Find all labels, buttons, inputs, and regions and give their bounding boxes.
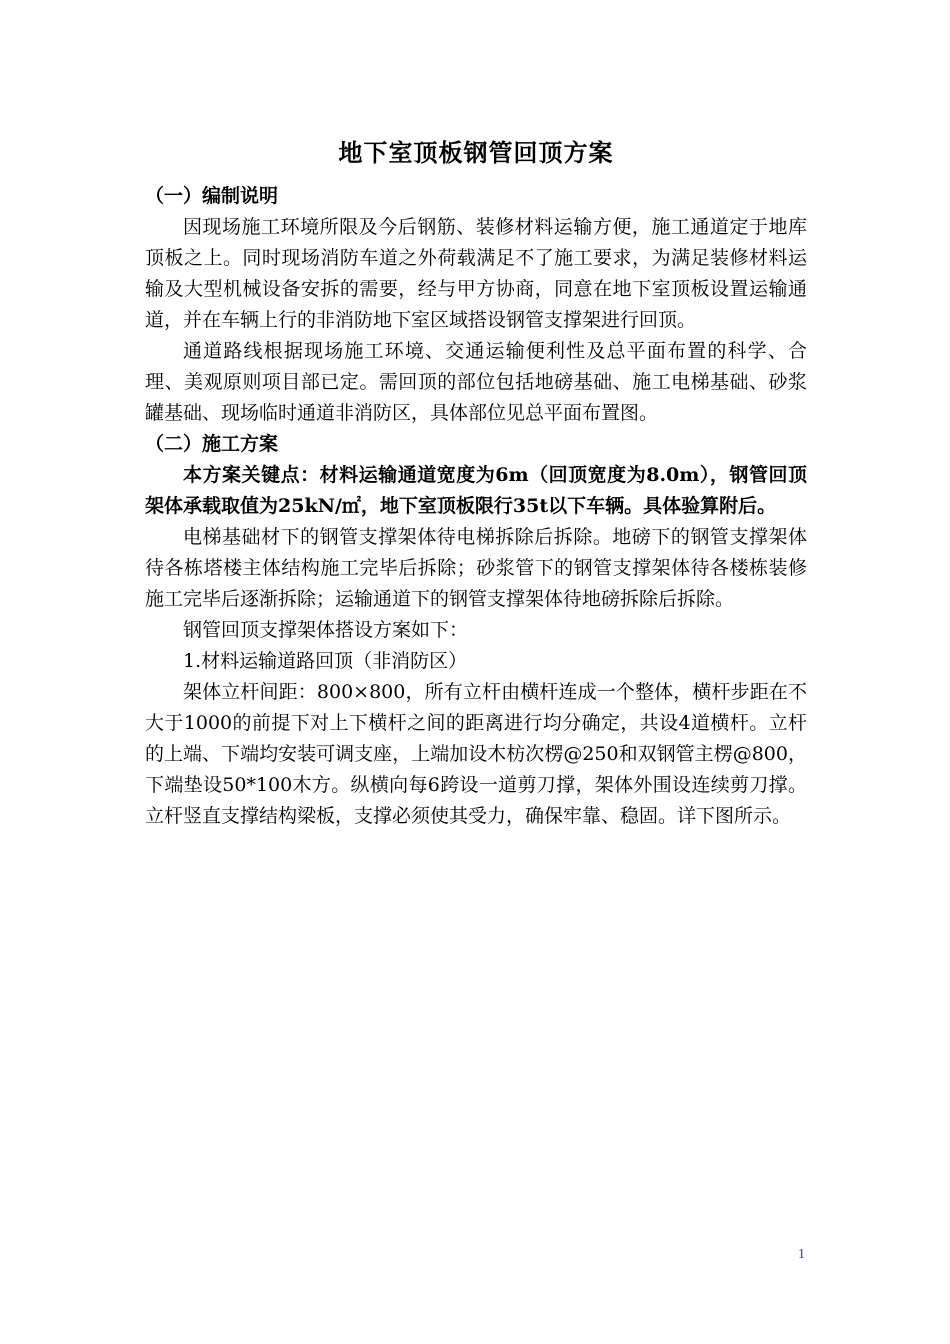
paragraph: 因现场施工环境所限及今后钢筋、装修材料运输方便，施工通道定于地库顶板之上。同时现场消防车道之外荷载满足不了施工要求，为满足装修材料运输及大型机械设备安拆的需要，经与甲方协商，同意在地下室顶板设置运输通道，并在车辆上行的非消防地下室区域搭设钢管支撑架进行回顶。	[145, 216, 807, 331]
section-heading-compilation-notes: （一）编制说明	[145, 185, 279, 207]
document-body	[145, 135, 807, 832]
page-number: 1	[798, 1247, 805, 1262]
paragraph: 电梯基础材下的钢管支撑架体待电梯拆除后拆除。地磅下的钢管支撑架体待各栋塔楼主体结构施工完毕后拆除；砂浆管下的钢管支撑架体待各楼栋装修施工完毕后逐渐拆除；运输通道下的钢管支撑架体待地磅拆除后拆除。	[145, 526, 807, 610]
paragraph: 通道路线根据现场施工环境、交通运输便利性及总平面布置的科学、合理、美观原则项目部已定。需回顶的部位包括地磅基础、施工电梯基础、砂浆罐基础、现场临时通道非消防区，具体部位见总平面布置图。	[145, 340, 807, 424]
key-point-paragraph: 本方案关键点：材料运输通道宽度为6m（回顶宽度为8.0m），钢管回顶架体承载取值为25kN/㎡，地下室顶板限行35t以下车辆。具体验算附后。	[145, 464, 807, 517]
subsection-heading: 1.材料运输道路回顶（非消防区）	[183, 650, 468, 672]
document-title: 地下室顶板钢管回顶方案	[338, 138, 614, 167]
paragraph: 架体立杆间距：800×800，所有立杆由横杆连成一个整体，横杆步距在不大于1000的前提下对上下横杆之间的距离进行均分确定，共设4道横杆。立杆的上端、下端均安装可调支座，上端加设木枋次楞@250和双钢管主楞@800，下端垫设50*100木方。纵横向每6跨设一道剪刀撑，架体外围设连续剪刀撑。立杆竖直支撑结构梁板，支撑必须使其受力，确保牢靠、稳固。详下图所示。	[145, 681, 807, 827]
paragraph: 钢管回顶支撑架体搭设方案如下：	[183, 619, 469, 641]
section-heading-construction-plan: （二）施工方案	[145, 433, 279, 455]
